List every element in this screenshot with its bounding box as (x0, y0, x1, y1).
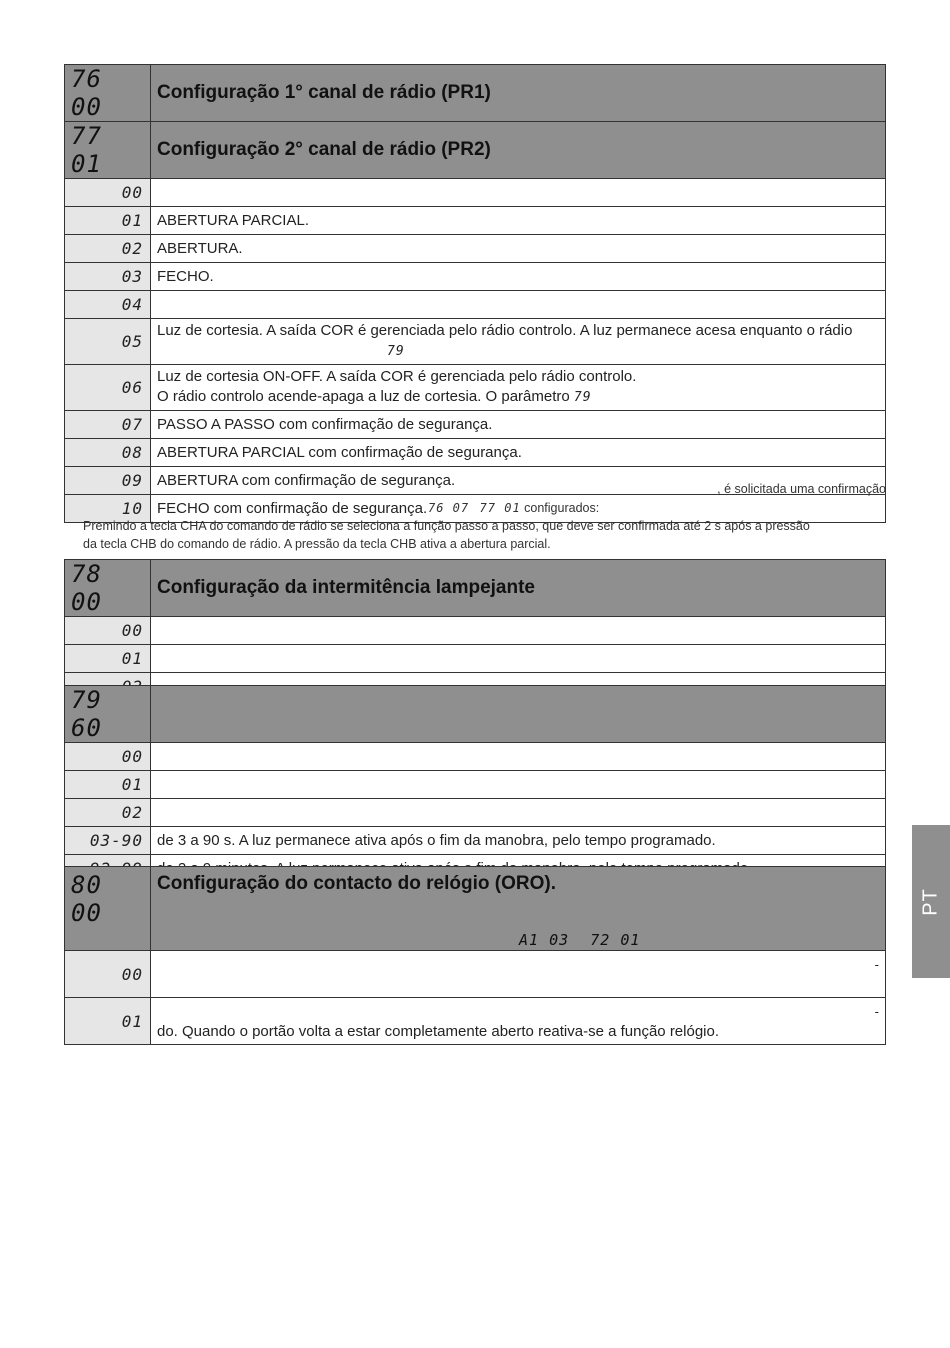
flash-config-table (64, 559, 886, 701)
option-text (151, 743, 886, 771)
option-text-block (151, 319, 886, 365)
option-text: PASSO A PASSO com confirmação de segurança. (151, 411, 886, 439)
option-code: 09 (65, 467, 151, 495)
option-text-line2 (157, 387, 879, 408)
header-row-80 (65, 867, 886, 951)
hyphen-mark: - (874, 1004, 879, 1019)
header-row-79 (65, 686, 886, 743)
option-text: ABERTURA PARCIAL com confirmação de segurança. (151, 439, 886, 467)
note-line-2 (428, 501, 599, 515)
table-row (65, 207, 886, 235)
option-code: 01 (65, 645, 151, 673)
option-code: 00 (65, 179, 151, 207)
param-code-80: 80 00 (65, 867, 151, 951)
param-code-79: 79 60 (65, 686, 151, 743)
option-code: 01 (65, 771, 151, 799)
option-code: 00 (65, 743, 151, 771)
note-line-1: , é solicitada uma confirmação (717, 482, 886, 496)
clock-contact-table (64, 866, 886, 1045)
section-title-clock: Configuração do contacto do relógio (ORO). (157, 873, 556, 894)
section-title-flash: Configuração da intermitência lampejante (151, 560, 886, 617)
table-row (65, 235, 886, 263)
table-row (65, 411, 886, 439)
table-row (65, 951, 886, 998)
option-text: de 3 a 90 s. A luz permanece ativa após o fim da manobra, pelo tempo programado. (151, 827, 886, 855)
option-text-block (151, 365, 886, 411)
table-row (65, 365, 886, 411)
param-ref-code: 77 01 (479, 501, 521, 515)
option-code: 00 (65, 617, 151, 645)
table-row (65, 179, 886, 207)
option-text-second: O rádio controlo acende-apaga a luz de cortesia. O parâmetro (157, 388, 570, 405)
note-text: configurados: (524, 501, 600, 515)
option-code: 05 (65, 319, 151, 365)
param-ref-code: 72 01 (590, 931, 641, 949)
header-row-pr1 (65, 65, 886, 122)
table-row (65, 617, 886, 645)
param-code-76: 76 00 (65, 65, 151, 122)
option-text (151, 645, 886, 673)
param-ref-code: A1 03 (519, 931, 570, 949)
option-code: 03 (65, 263, 151, 291)
option-text (151, 771, 886, 799)
option-code: 02 (65, 799, 151, 827)
option-code: 00 (65, 951, 151, 998)
option-text-cell (151, 998, 886, 1045)
table-row (65, 771, 886, 799)
option-code: 03-90 (65, 827, 151, 855)
table-row (65, 291, 886, 319)
option-text: FECHO. (151, 263, 886, 291)
param-ref-code: 79 (387, 344, 405, 359)
param-code-78: 78 00 (65, 560, 151, 617)
option-text-line2 (157, 341, 879, 362)
option-code: 04 (65, 291, 151, 319)
header-row-pr2 (65, 122, 886, 179)
language-tab (912, 825, 950, 978)
param-ref-code: 76 07 (428, 501, 470, 515)
option-text: do. Quando o portão volta a estar completamente aberto reativa-se a função relógio. (157, 1023, 720, 1040)
option-text: Luz de cortesia. A saída COR é gerenciada pelo rádio controlo. A luz permanece acesa enquanto o rádio (157, 322, 853, 339)
option-code: 01 (65, 207, 151, 235)
table-row (65, 743, 886, 771)
header-row-78 (65, 560, 886, 617)
option-text (151, 291, 886, 319)
option-text (151, 179, 886, 207)
table-row (65, 319, 886, 365)
table-row (65, 439, 886, 467)
option-text: ABERTURA. (151, 235, 886, 263)
option-text-cell (151, 951, 886, 998)
table-row (65, 263, 886, 291)
hyphen-mark: - (874, 957, 879, 972)
note-line-4: da tecla CHB do comando de rádio. A pressão da tecla CHB ativa a abertura parcial. (83, 537, 551, 551)
radio-channel-table (64, 64, 886, 523)
clock-param-refs (519, 929, 640, 951)
param-ref-code: 79 (573, 390, 592, 405)
note-line-3: Premindo a tecla CHA do comando de rádio se seleciona a função passo a passo, que deve ser confirmada até 2 s após a pressão (83, 519, 810, 533)
option-text: FECHO com confirmação de segurança. (151, 495, 886, 523)
option-code: 07 (65, 411, 151, 439)
section-title-pr1: Configuração 1° canal de rádio (PR1) (151, 65, 886, 122)
option-text (151, 617, 886, 645)
option-code: 10 (65, 495, 151, 523)
option-text: ABERTURA com confirmação de segurança. (151, 467, 886, 495)
table-row (65, 645, 886, 673)
section-title-pr2: Configuração 2° canal de rádio (PR2) (151, 122, 886, 179)
option-code: 02 (65, 235, 151, 263)
table-row (65, 998, 886, 1045)
table-row (65, 799, 886, 827)
language-tab-label: PT (919, 887, 942, 916)
option-text (151, 799, 886, 827)
option-text: Luz de cortesia ON-OFF. A saída COR é gerenciada pelo rádio controlo. (157, 368, 637, 385)
option-text: ABERTURA PARCIAL. (151, 207, 886, 235)
section-title-light (151, 686, 886, 743)
option-code: 06 (65, 365, 151, 411)
section-title-clock-cell (151, 867, 886, 951)
option-code: 01 (65, 998, 151, 1045)
table-row (65, 827, 886, 855)
light-time-table (64, 685, 886, 883)
option-code: 08 (65, 439, 151, 467)
param-code-77: 77 01 (65, 122, 151, 179)
